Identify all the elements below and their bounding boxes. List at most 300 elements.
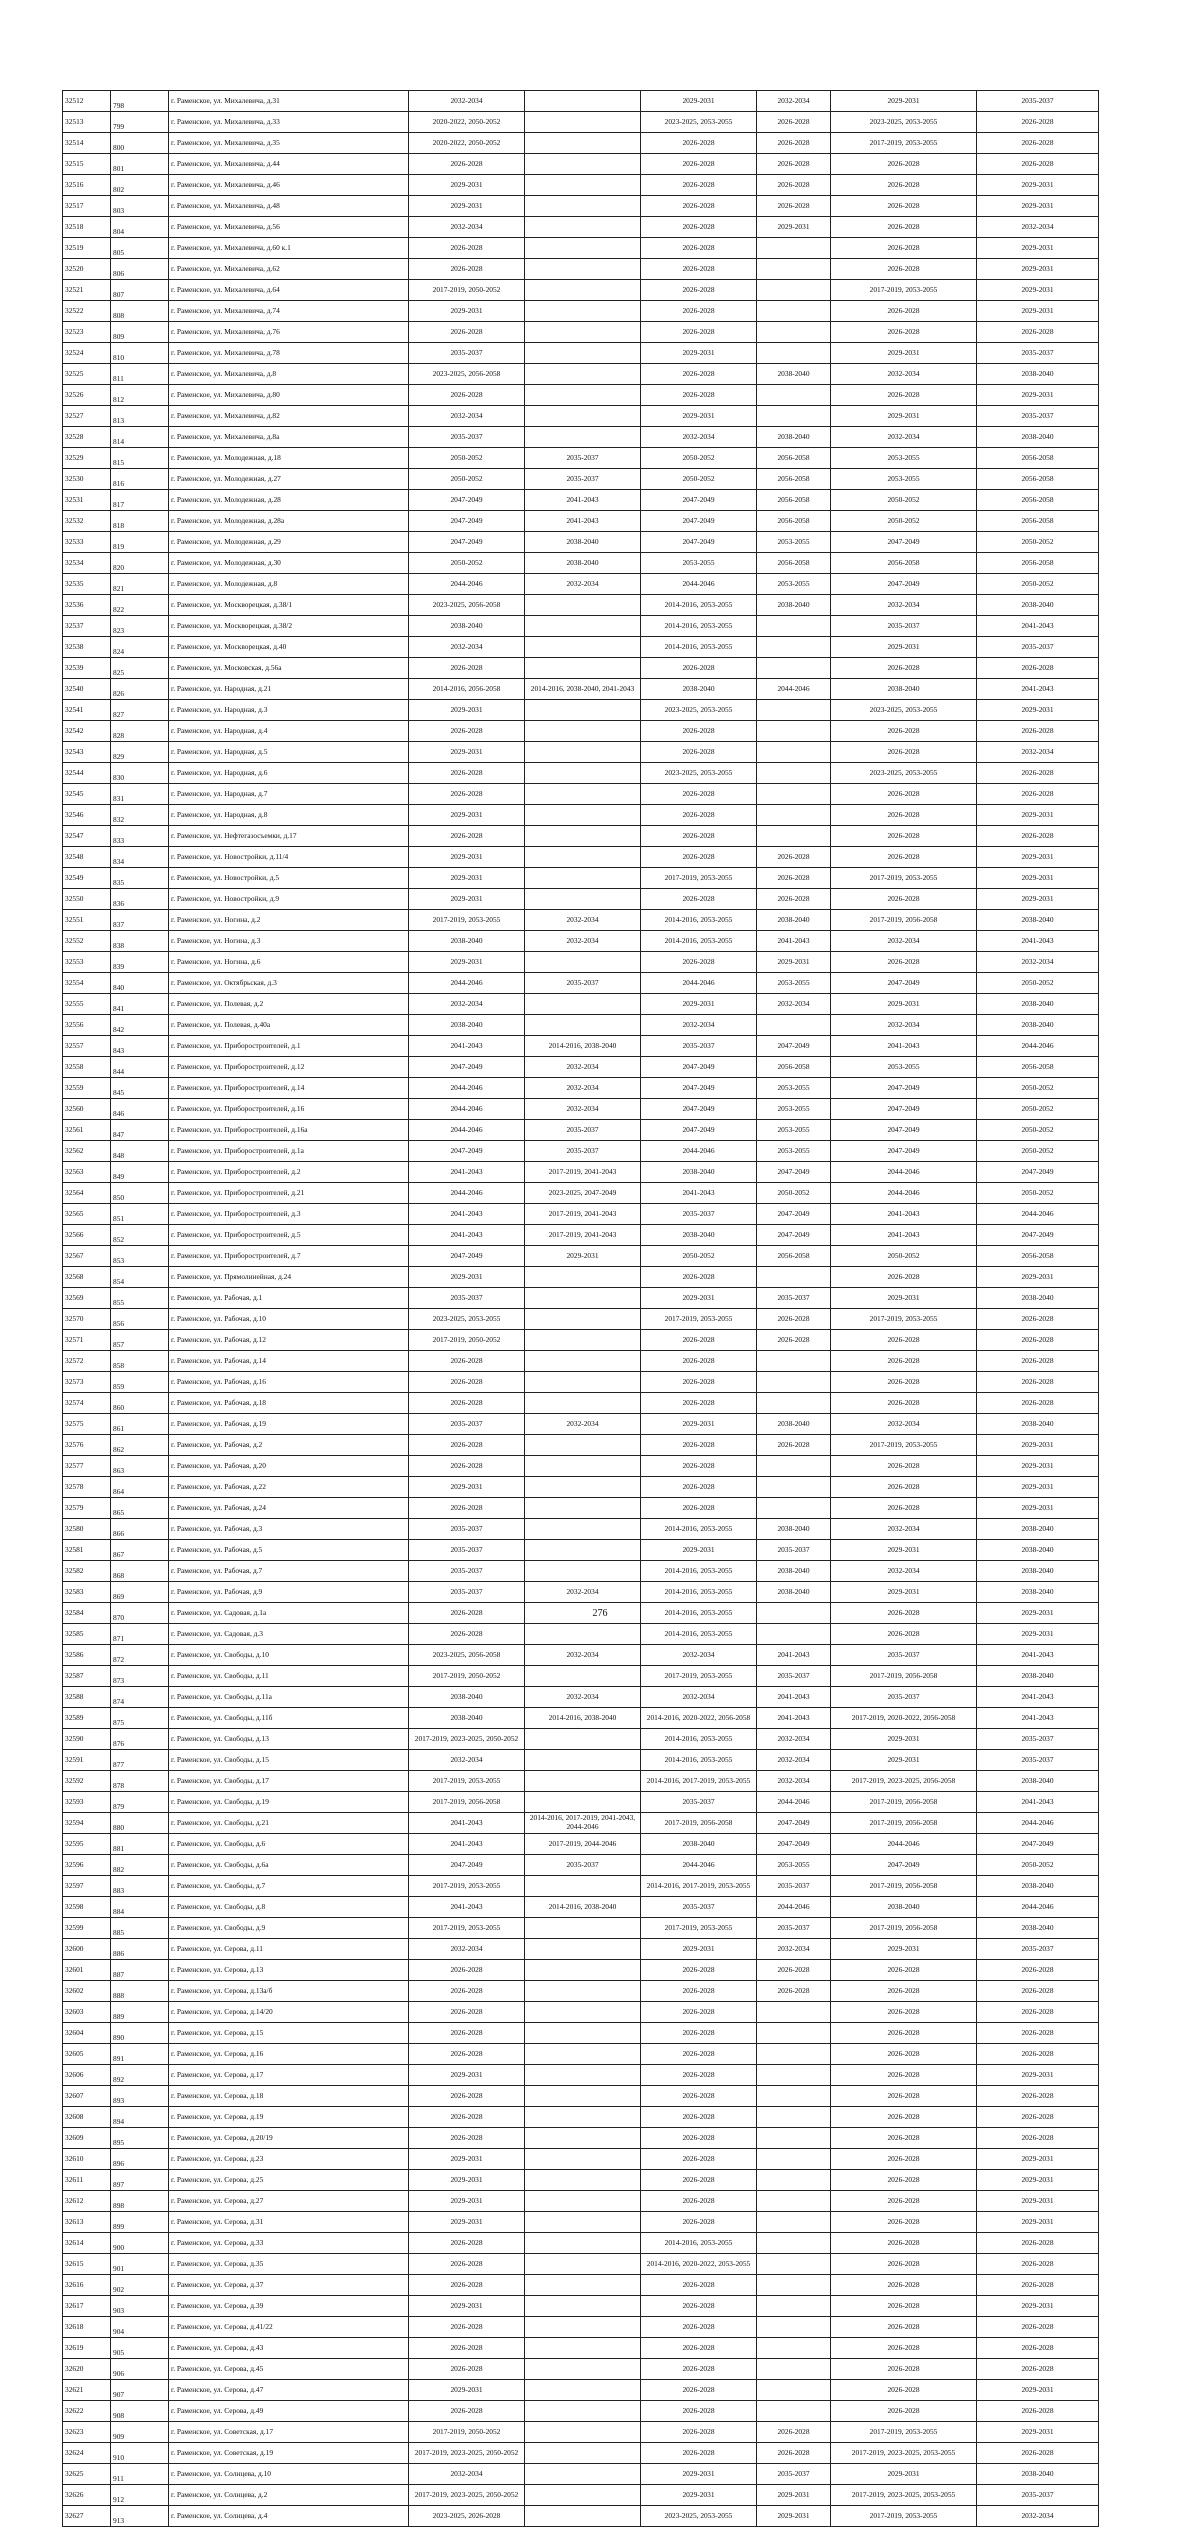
- cell-record-number: 32556: [63, 1015, 111, 1036]
- cell-period-1: 2029-2031: [409, 889, 525, 910]
- cell-record-number: 32531: [63, 490, 111, 511]
- cell-record-number: 32597: [63, 1876, 111, 1897]
- cell-period-6: 2038-2040: [977, 1918, 1099, 1939]
- cell-address: г. Раменское, ул. Москворецкая, д.38/2: [169, 616, 409, 637]
- cell-period-6: 2035-2037: [977, 1939, 1099, 1960]
- cell-period-4: 2044-2046: [757, 679, 831, 700]
- cell-period-5: 2026-2028: [831, 1960, 977, 1981]
- cell-period-5: 2026-2028: [831, 952, 977, 973]
- cell-period-6: 2056-2058: [977, 490, 1099, 511]
- cell-period-5: 2044-2046: [831, 1183, 977, 1204]
- table-row: [63, 427, 1099, 448]
- cell-period-2: [525, 2422, 641, 2443]
- cell-period-6: 2029-2031: [977, 1603, 1099, 1624]
- table-row: [63, 133, 1099, 154]
- cell-period-3: 2026-2028: [641, 784, 757, 805]
- cell-item-number: 884: [111, 1897, 169, 1918]
- cell-item-number: 817: [111, 490, 169, 511]
- cell-period-5: 2026-2028: [831, 238, 977, 259]
- cell-period-1: 2032-2034: [409, 1939, 525, 1960]
- cell-period-4: [757, 2380, 831, 2401]
- cell-period-5: 2026-2028: [831, 889, 977, 910]
- page-number: 276: [592, 1608, 608, 1619]
- table-body: [63, 91, 1099, 2527]
- cell-item-number: 860: [111, 1393, 169, 1414]
- cell-record-number: 32609: [63, 2128, 111, 2149]
- cell-period-5: 2050-2052: [831, 511, 977, 532]
- cell-period-1: 2038-2040: [409, 1708, 525, 1729]
- cell-period-6: 2029-2031: [977, 889, 1099, 910]
- cell-period-6: 2029-2031: [977, 805, 1099, 826]
- cell-period-3: 2038-2040: [641, 679, 757, 700]
- cell-period-1: 2047-2049: [409, 511, 525, 532]
- cell-period-4: 2047-2049: [757, 1225, 831, 1246]
- cell-item-number: 874: [111, 1687, 169, 1708]
- cell-period-1: 2041-2043: [409, 1225, 525, 1246]
- table-row: [63, 784, 1099, 805]
- cell-period-6: 2029-2031: [977, 259, 1099, 280]
- table-row: [63, 910, 1099, 931]
- cell-period-2: [525, 889, 641, 910]
- cell-address: г. Раменское, ул. Приборостроителей, д.7: [169, 1246, 409, 1267]
- table-row: [63, 1708, 1099, 1729]
- cell-period-6: 2050-2052: [977, 574, 1099, 595]
- cell-period-4: 2056-2058: [757, 1246, 831, 1267]
- cell-period-3: 2050-2052: [641, 469, 757, 490]
- cell-record-number: 32532: [63, 511, 111, 532]
- cell-period-1: 2026-2028: [409, 1456, 525, 1477]
- cell-period-3: 2050-2052: [641, 448, 757, 469]
- cell-period-4: 2026-2028: [757, 175, 831, 196]
- cell-period-1: 2026-2028: [409, 2359, 525, 2380]
- cell-item-number: 894: [111, 2107, 169, 2128]
- table-row: [63, 1204, 1099, 1225]
- cell-period-3: 2014-2016, 2020-2022, 2056-2058: [641, 1708, 757, 1729]
- cell-period-4: 2053-2055: [757, 1855, 831, 1876]
- cell-period-4: [757, 658, 831, 679]
- cell-period-3: 2014-2016, 2053-2055: [641, 1750, 757, 1771]
- table-row: [63, 2065, 1099, 2086]
- cell-period-2: [525, 1372, 641, 1393]
- cell-period-1: 2032-2034: [409, 91, 525, 112]
- table-row: [63, 1582, 1099, 1603]
- cell-period-1: 2035-2037: [409, 427, 525, 448]
- cell-period-5: 2029-2031: [831, 1288, 977, 1309]
- cell-period-4: [757, 301, 831, 322]
- cell-record-number: 32627: [63, 2506, 111, 2527]
- cell-address: г. Раменское, ул. Приборостроителей, д.21: [169, 1183, 409, 1204]
- cell-period-2: [525, 1456, 641, 1477]
- cell-item-number: 831: [111, 784, 169, 805]
- cell-period-5: 2026-2028: [831, 196, 977, 217]
- cell-address: г. Раменское, ул. Рабочая, д.12: [169, 1330, 409, 1351]
- cell-record-number: 32554: [63, 973, 111, 994]
- cell-address: г. Раменское, ул. Михалевича, д.62: [169, 259, 409, 280]
- cell-period-6: 2026-2028: [977, 112, 1099, 133]
- cell-item-number: 910: [111, 2443, 169, 2464]
- cell-period-5: 2017-2019, 2053-2055: [831, 2422, 977, 2443]
- cell-period-5: 2026-2028: [831, 2149, 977, 2170]
- cell-period-3: 2014-2016, 2053-2055: [641, 931, 757, 952]
- cell-address: г. Раменское, ул. Свободы, д.11а: [169, 1687, 409, 1708]
- cell-period-5: 2026-2028: [831, 2254, 977, 2275]
- cell-record-number: 32520: [63, 259, 111, 280]
- cell-period-3: 2014-2016, 2017-2019, 2053-2055: [641, 1876, 757, 1897]
- cell-record-number: 32530: [63, 469, 111, 490]
- cell-period-6: 2029-2031: [977, 847, 1099, 868]
- cell-period-2: [525, 2212, 641, 2233]
- cell-period-4: 2047-2049: [757, 1162, 831, 1183]
- cell-period-1: 2023-2025, 2053-2055: [409, 1309, 525, 1330]
- cell-period-1: 2026-2028: [409, 2023, 525, 2044]
- cell-item-number: 820: [111, 553, 169, 574]
- cell-period-5: 2017-2019, 2020-2022, 2056-2058: [831, 1708, 977, 1729]
- cell-record-number: 32552: [63, 931, 111, 952]
- cell-period-3: 2026-2028: [641, 2443, 757, 2464]
- cell-period-1: 2017-2019, 2053-2055: [409, 910, 525, 931]
- cell-period-2: 2041-2043: [525, 490, 641, 511]
- cell-period-5: 2026-2028: [831, 1372, 977, 1393]
- cell-item-number: 842: [111, 1015, 169, 1036]
- cell-period-6: 2056-2058: [977, 511, 1099, 532]
- cell-period-2: [525, 1540, 641, 1561]
- cell-period-5: 2026-2028: [831, 385, 977, 406]
- cell-address: г. Раменское, ул. Приборостроителей, д.2: [169, 1162, 409, 1183]
- cell-address: г. Раменское, ул. Народная, д.3: [169, 700, 409, 721]
- cell-record-number: 32561: [63, 1120, 111, 1141]
- table-row: [63, 868, 1099, 889]
- cell-item-number: 849: [111, 1162, 169, 1183]
- cell-period-5: 2026-2028: [831, 322, 977, 343]
- cell-address: г. Раменское, ул. Серова, д.13: [169, 1960, 409, 1981]
- cell-period-6: 2026-2028: [977, 2359, 1099, 2380]
- cell-address: г. Раменское, ул. Рабочая, д.20: [169, 1456, 409, 1477]
- cell-period-5: 2026-2028: [831, 721, 977, 742]
- cell-record-number: 32567: [63, 1246, 111, 1267]
- table-row: [63, 805, 1099, 826]
- table-row: [63, 2296, 1099, 2317]
- cell-record-number: 32571: [63, 1330, 111, 1351]
- cell-period-5: 2053-2055: [831, 1057, 977, 1078]
- table-row: [63, 1834, 1099, 1855]
- cell-period-3: 2038-2040: [641, 1162, 757, 1183]
- cell-period-3: 2044-2046: [641, 574, 757, 595]
- cell-address: г. Раменское, ул. Михалевича, д.8: [169, 364, 409, 385]
- cell-record-number: 32528: [63, 427, 111, 448]
- cell-record-number: 32570: [63, 1309, 111, 1330]
- cell-address: г. Раменское, ул. Михалевича, д.31: [169, 91, 409, 112]
- cell-period-3: 2029-2031: [641, 994, 757, 1015]
- cell-item-number: 827: [111, 700, 169, 721]
- table-row: [63, 1876, 1099, 1897]
- table-row: [63, 847, 1099, 868]
- table-row: [63, 1435, 1099, 1456]
- cell-period-6: 2038-2040: [977, 1771, 1099, 1792]
- cell-period-5: 2026-2028: [831, 217, 977, 238]
- cell-period-2: [525, 700, 641, 721]
- cell-period-2: 2041-2043: [525, 511, 641, 532]
- cell-period-5: 2035-2037: [831, 1687, 977, 1708]
- table-row: [63, 217, 1099, 238]
- cell-record-number: 32524: [63, 343, 111, 364]
- cell-period-3: 2026-2028: [641, 175, 757, 196]
- cell-period-1: 2044-2046: [409, 1078, 525, 1099]
- cell-record-number: 32529: [63, 448, 111, 469]
- cell-period-3: 2029-2031: [641, 1540, 757, 1561]
- cell-record-number: 32526: [63, 385, 111, 406]
- cell-period-5: 2017-2019, 2023-2025, 2056-2058: [831, 1771, 977, 1792]
- cell-period-5: 2017-2019, 2056-2058: [831, 1918, 977, 1939]
- cell-record-number: 32625: [63, 2464, 111, 2485]
- table-row: [63, 637, 1099, 658]
- table-row: [63, 2401, 1099, 2422]
- cell-period-3: 2017-2019, 2056-2058: [641, 1813, 757, 1834]
- table-row: [63, 1246, 1099, 1267]
- cell-period-5: 2032-2034: [831, 1414, 977, 1435]
- cell-item-number: 805: [111, 238, 169, 259]
- cell-period-5: 2017-2019, 2056-2058: [831, 1666, 977, 1687]
- cell-period-3: 2026-2028: [641, 826, 757, 847]
- cell-period-1: 2038-2040: [409, 1015, 525, 1036]
- cell-period-4: [757, 2401, 831, 2422]
- cell-period-5: 2044-2046: [831, 1162, 977, 1183]
- cell-item-number: 814: [111, 427, 169, 448]
- table-row: [63, 574, 1099, 595]
- cell-item-number: 833: [111, 826, 169, 847]
- cell-period-4: 2041-2043: [757, 931, 831, 952]
- cell-period-4: [757, 2191, 831, 2212]
- cell-period-5: 2026-2028: [831, 2212, 977, 2233]
- cell-period-2: [525, 2464, 641, 2485]
- cell-record-number: 32521: [63, 280, 111, 301]
- cell-period-5: 2026-2028: [831, 1498, 977, 1519]
- cell-period-6: 2029-2031: [977, 175, 1099, 196]
- table-row: [63, 1855, 1099, 1876]
- cell-period-1: 2029-2031: [409, 2170, 525, 2191]
- table-row: [63, 1330, 1099, 1351]
- schedule-table: [62, 90, 1099, 2527]
- cell-period-1: 2047-2049: [409, 1057, 525, 1078]
- cell-period-2: [525, 2086, 641, 2107]
- cell-record-number: 32525: [63, 364, 111, 385]
- cell-period-4: [757, 406, 831, 427]
- cell-period-2: 2017-2019, 2041-2043: [525, 1225, 641, 1246]
- cell-period-4: 2026-2028: [757, 2443, 831, 2464]
- cell-period-3: 2026-2028: [641, 952, 757, 973]
- cell-period-3: 2014-2016, 2053-2055: [641, 1561, 757, 1582]
- table-row: [63, 952, 1099, 973]
- cell-period-2: [525, 154, 641, 175]
- cell-period-6: 2050-2052: [977, 1078, 1099, 1099]
- cell-address: г. Раменское, ул. Серова, д.33: [169, 2233, 409, 2254]
- cell-period-2: [525, 2002, 641, 2023]
- table-row: [63, 742, 1099, 763]
- cell-period-2: [525, 2128, 641, 2149]
- schedule-table-container: [62, 90, 1098, 2527]
- cell-period-3: 2023-2025, 2053-2055: [641, 763, 757, 784]
- cell-record-number: 32619: [63, 2338, 111, 2359]
- cell-period-2: [525, 1939, 641, 1960]
- cell-period-2: 2035-2037: [525, 1855, 641, 1876]
- cell-period-2: [525, 1309, 641, 1330]
- cell-period-5: 2026-2028: [831, 2380, 977, 2401]
- cell-period-5: 2017-2019, 2056-2058: [831, 1813, 977, 1834]
- cell-period-1: 2026-2028: [409, 1372, 525, 1393]
- cell-item-number: 845: [111, 1078, 169, 1099]
- cell-record-number: 32546: [63, 805, 111, 826]
- cell-period-2: [525, 1288, 641, 1309]
- cell-period-2: [525, 1876, 641, 1897]
- cell-period-6: 2032-2034: [977, 952, 1099, 973]
- table-row: [63, 2149, 1099, 2170]
- cell-period-6: 2038-2040: [977, 1561, 1099, 1582]
- cell-address: г. Раменское, ул. Михалевича, д.35: [169, 133, 409, 154]
- cell-period-1: 2020-2022, 2050-2052: [409, 133, 525, 154]
- cell-period-4: [757, 784, 831, 805]
- cell-record-number: 32538: [63, 637, 111, 658]
- table-row: [63, 1078, 1099, 1099]
- cell-period-5: 2026-2028: [831, 826, 977, 847]
- cell-item-number: 836: [111, 889, 169, 910]
- cell-record-number: 32626: [63, 2485, 111, 2506]
- table-row: [63, 2506, 1099, 2527]
- cell-period-3: 2035-2037: [641, 1036, 757, 1057]
- cell-period-4: [757, 2128, 831, 2149]
- table-row: [63, 1036, 1099, 1057]
- cell-period-5: 2047-2049: [831, 1855, 977, 1876]
- cell-item-number: 816: [111, 469, 169, 490]
- cell-period-5: 2017-2019, 2053-2055: [831, 1309, 977, 1330]
- cell-item-number: 813: [111, 406, 169, 427]
- cell-item-number: 889: [111, 2002, 169, 2023]
- cell-period-2: [525, 91, 641, 112]
- cell-item-number: 890: [111, 2023, 169, 2044]
- cell-period-4: 2056-2058: [757, 490, 831, 511]
- cell-record-number: 32580: [63, 1519, 111, 1540]
- table-row: [63, 343, 1099, 364]
- cell-period-6: 2029-2031: [977, 280, 1099, 301]
- cell-period-4: 2056-2058: [757, 1057, 831, 1078]
- cell-item-number: 848: [111, 1141, 169, 1162]
- cell-item-number: 832: [111, 805, 169, 826]
- cell-period-2: [525, 742, 641, 763]
- cell-period-1: 2026-2028: [409, 658, 525, 679]
- cell-item-number: 850: [111, 1183, 169, 1204]
- cell-period-2: [525, 1393, 641, 1414]
- cell-address: г. Раменское, ул. Михалевича, д.8а: [169, 427, 409, 448]
- cell-period-6: 2029-2031: [977, 2191, 1099, 2212]
- cell-address: г. Раменское, ул. Свободы, д.19: [169, 1792, 409, 1813]
- cell-item-number: 899: [111, 2212, 169, 2233]
- cell-record-number: 32518: [63, 217, 111, 238]
- table-row: [63, 994, 1099, 1015]
- cell-period-3: 2026-2028: [641, 1981, 757, 2002]
- table-row: [63, 406, 1099, 427]
- table-row: [63, 322, 1099, 343]
- table-row: [63, 385, 1099, 406]
- cell-period-1: 2026-2028: [409, 721, 525, 742]
- cell-address: г. Раменское, ул. Молодежная, д.27: [169, 469, 409, 490]
- cell-period-2: [525, 1960, 641, 1981]
- cell-item-number: 802: [111, 175, 169, 196]
- table-row: [63, 364, 1099, 385]
- cell-address: г. Раменское, ул. Полевая, д.40а: [169, 1015, 409, 1036]
- cell-address: г. Раменское, ул. Рабочая, д.2: [169, 1435, 409, 1456]
- cell-period-3: 2023-2025, 2053-2055: [641, 700, 757, 721]
- cell-period-1: 2029-2031: [409, 2149, 525, 2170]
- cell-period-1: 2029-2031: [409, 196, 525, 217]
- cell-period-1: 2017-2019, 2053-2055: [409, 1876, 525, 1897]
- cell-period-2: [525, 637, 641, 658]
- cell-period-6: 2026-2028: [977, 2338, 1099, 2359]
- cell-period-6: 2026-2028: [977, 1351, 1099, 1372]
- cell-period-3: 2047-2049: [641, 490, 757, 511]
- table-row: [63, 1225, 1099, 1246]
- cell-address: г. Раменское, ул. Приборостроителей, д.14: [169, 1078, 409, 1099]
- cell-period-5: 2026-2028: [831, 2065, 977, 2086]
- cell-address: г. Раменское, ул. Рабочая, д.16: [169, 1372, 409, 1393]
- cell-period-5: 2026-2028: [831, 847, 977, 868]
- cell-address: г. Раменское, ул. Серова, д.47: [169, 2380, 409, 2401]
- cell-record-number: 32548: [63, 847, 111, 868]
- cell-item-number: 861: [111, 1414, 169, 1435]
- cell-address: г. Раменское, ул. Москворецкая, д.40: [169, 637, 409, 658]
- cell-address: г. Раменское, ул. Серова, д.15: [169, 2023, 409, 2044]
- cell-record-number: 32527: [63, 406, 111, 427]
- cell-address: г. Раменское, ул. Приборостроителей, д.5: [169, 1225, 409, 1246]
- cell-item-number: 853: [111, 1246, 169, 1267]
- cell-period-2: 2035-2037: [525, 973, 641, 994]
- cell-period-5: 2023-2025, 2053-2055: [831, 700, 977, 721]
- cell-period-3: 2029-2031: [641, 1939, 757, 1960]
- cell-period-4: 2038-2040: [757, 1582, 831, 1603]
- cell-period-2: 2035-2037: [525, 448, 641, 469]
- cell-item-number: 822: [111, 595, 169, 616]
- cell-period-4: 2041-2043: [757, 1687, 831, 1708]
- cell-period-5: 2026-2028: [831, 1267, 977, 1288]
- cell-period-5: 2032-2034: [831, 427, 977, 448]
- cell-period-6: 2026-2028: [977, 763, 1099, 784]
- table-row: [63, 280, 1099, 301]
- cell-period-2: 2014-2016, 2038-2040: [525, 1897, 641, 1918]
- cell-period-6: 2026-2028: [977, 2233, 1099, 2254]
- cell-address: г. Раменское, ул. Свободы, д.11б: [169, 1708, 409, 1729]
- cell-address: г. Раменское, ул. Нефтегазосъемки, д.17: [169, 826, 409, 847]
- cell-record-number: 32605: [63, 2044, 111, 2065]
- cell-period-6: 2038-2040: [977, 1666, 1099, 1687]
- cell-item-number: 856: [111, 1309, 169, 1330]
- cell-period-6: 2038-2040: [977, 1582, 1099, 1603]
- cell-address: г. Раменское, ул. Рабочая, д.14: [169, 1351, 409, 1372]
- cell-period-5: 2017-2019, 2053-2055: [831, 133, 977, 154]
- cell-period-1: 2026-2028: [409, 1603, 525, 1624]
- cell-period-6: 2035-2037: [977, 406, 1099, 427]
- cell-period-4: 2032-2034: [757, 1729, 831, 1750]
- cell-period-3: 2026-2028: [641, 2086, 757, 2107]
- cell-item-number: 810: [111, 343, 169, 364]
- cell-item-number: 834: [111, 847, 169, 868]
- table-row: [63, 2023, 1099, 2044]
- cell-period-5: 2026-2028: [831, 1456, 977, 1477]
- cell-period-6: 2041-2043: [977, 1708, 1099, 1729]
- table-row: [63, 2044, 1099, 2065]
- cell-period-5: 2026-2028: [831, 259, 977, 280]
- cell-period-4: [757, 343, 831, 364]
- cell-period-2: [525, 1351, 641, 1372]
- cell-period-6: 2026-2028: [977, 2086, 1099, 2107]
- table-row: [63, 2086, 1099, 2107]
- cell-period-4: [757, 1351, 831, 1372]
